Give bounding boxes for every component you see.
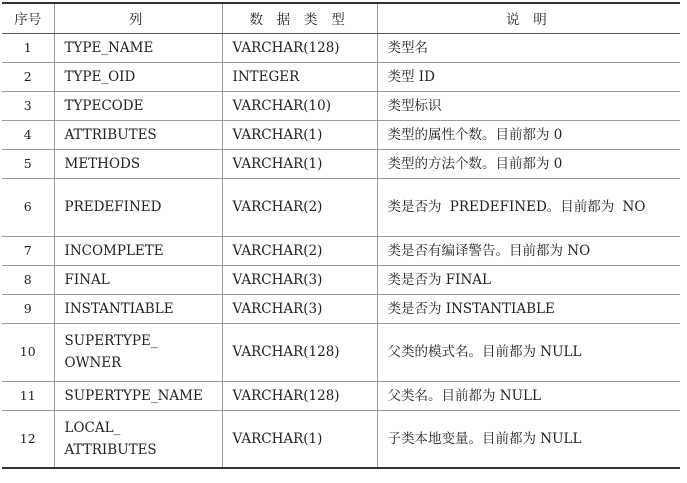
header-row	[2, 3, 680, 33]
description: 类是否有编译警告。目前都为 NO	[377, 236, 680, 265]
column-name-line: ATTRIBUTES	[64, 441, 157, 458]
table-row	[2, 149, 680, 178]
column-name: ATTRIBUTES	[54, 120, 222, 149]
catalog-table-container	[2, 2, 680, 469]
column-name: TYPE_OID	[54, 62, 222, 91]
table-row	[2, 381, 680, 410]
row-number: 8	[2, 265, 54, 294]
table-row	[2, 265, 680, 294]
data-type: VARCHAR(128)	[222, 381, 377, 410]
column-name: SUPERTYPE_NAME	[54, 381, 222, 410]
row-number: 5	[2, 149, 54, 178]
header-column: 列	[54, 3, 222, 33]
description: 类型 ID	[377, 62, 680, 91]
column-name-line: SUPERTYPE_	[64, 333, 158, 349]
column-name	[54, 410, 222, 468]
table-row	[2, 33, 680, 62]
description: 类型的方法个数。目前都为 0	[377, 149, 680, 178]
row-number: 3	[2, 91, 54, 120]
row-number: 4	[2, 120, 54, 149]
data-type: VARCHAR(1)	[222, 410, 377, 468]
data-type: VARCHAR(3)	[222, 265, 377, 294]
table-row	[2, 178, 680, 236]
table-row	[2, 62, 680, 91]
data-type: VARCHAR(2)	[222, 236, 377, 265]
header-description: 说 明	[377, 3, 680, 33]
data-type: VARCHAR(1)	[222, 149, 377, 178]
table-row	[2, 120, 680, 149]
column-name-line: LOCAL_	[64, 419, 121, 436]
header-datatype: 数 据 类 型	[222, 3, 377, 33]
column-name: TYPE_NAME	[54, 33, 222, 62]
data-type: VARCHAR(10)	[222, 91, 377, 120]
column-name: FINAL	[54, 265, 222, 294]
table-row	[2, 91, 680, 120]
data-type: VARCHAR(128)	[222, 323, 377, 381]
description: 类是否为 FINAL	[377, 265, 680, 294]
data-type: VARCHAR(1)	[222, 120, 377, 149]
column-name	[54, 323, 222, 381]
description: 类是否为 INSTANTIABLE	[377, 294, 680, 323]
type-catalog-table	[2, 2, 680, 469]
description: 类是否为 PREDEFINED。目前都为 NO	[377, 178, 680, 236]
description: 类型标识	[377, 91, 680, 120]
column-name: PREDEFINED	[54, 178, 222, 236]
column-name: TYPECODE	[54, 91, 222, 120]
data-type: INTEGER	[222, 62, 377, 91]
column-name: INCOMPLETE	[54, 236, 222, 265]
table-row	[2, 294, 680, 323]
table-row	[2, 323, 680, 381]
row-number: 6	[2, 178, 54, 236]
data-type: VARCHAR(128)	[222, 33, 377, 62]
row-number: 12	[2, 410, 54, 468]
column-name-line: OWNER	[64, 355, 122, 371]
description: 类型的属性个数。目前都为 0	[377, 120, 680, 149]
row-number: 2	[2, 62, 54, 91]
row-number: 9	[2, 294, 54, 323]
row-number: 10	[2, 323, 54, 381]
description: 类型名	[377, 33, 680, 62]
table-row	[2, 236, 680, 265]
description: 子类本地变量。目前都为 NULL	[377, 410, 680, 468]
data-type: VARCHAR(3)	[222, 294, 377, 323]
table-row	[2, 410, 680, 468]
row-number: 1	[2, 33, 54, 62]
row-number: 11	[2, 381, 54, 410]
description: 父类的模式名。目前都为 NULL	[377, 323, 680, 381]
data-type: VARCHAR(2)	[222, 178, 377, 236]
description: 父类名。目前都为 NULL	[377, 381, 680, 410]
column-name: INSTANTIABLE	[54, 294, 222, 323]
header-seq: 序号	[2, 3, 54, 33]
row-number: 7	[2, 236, 54, 265]
column-name: METHODS	[54, 149, 222, 178]
